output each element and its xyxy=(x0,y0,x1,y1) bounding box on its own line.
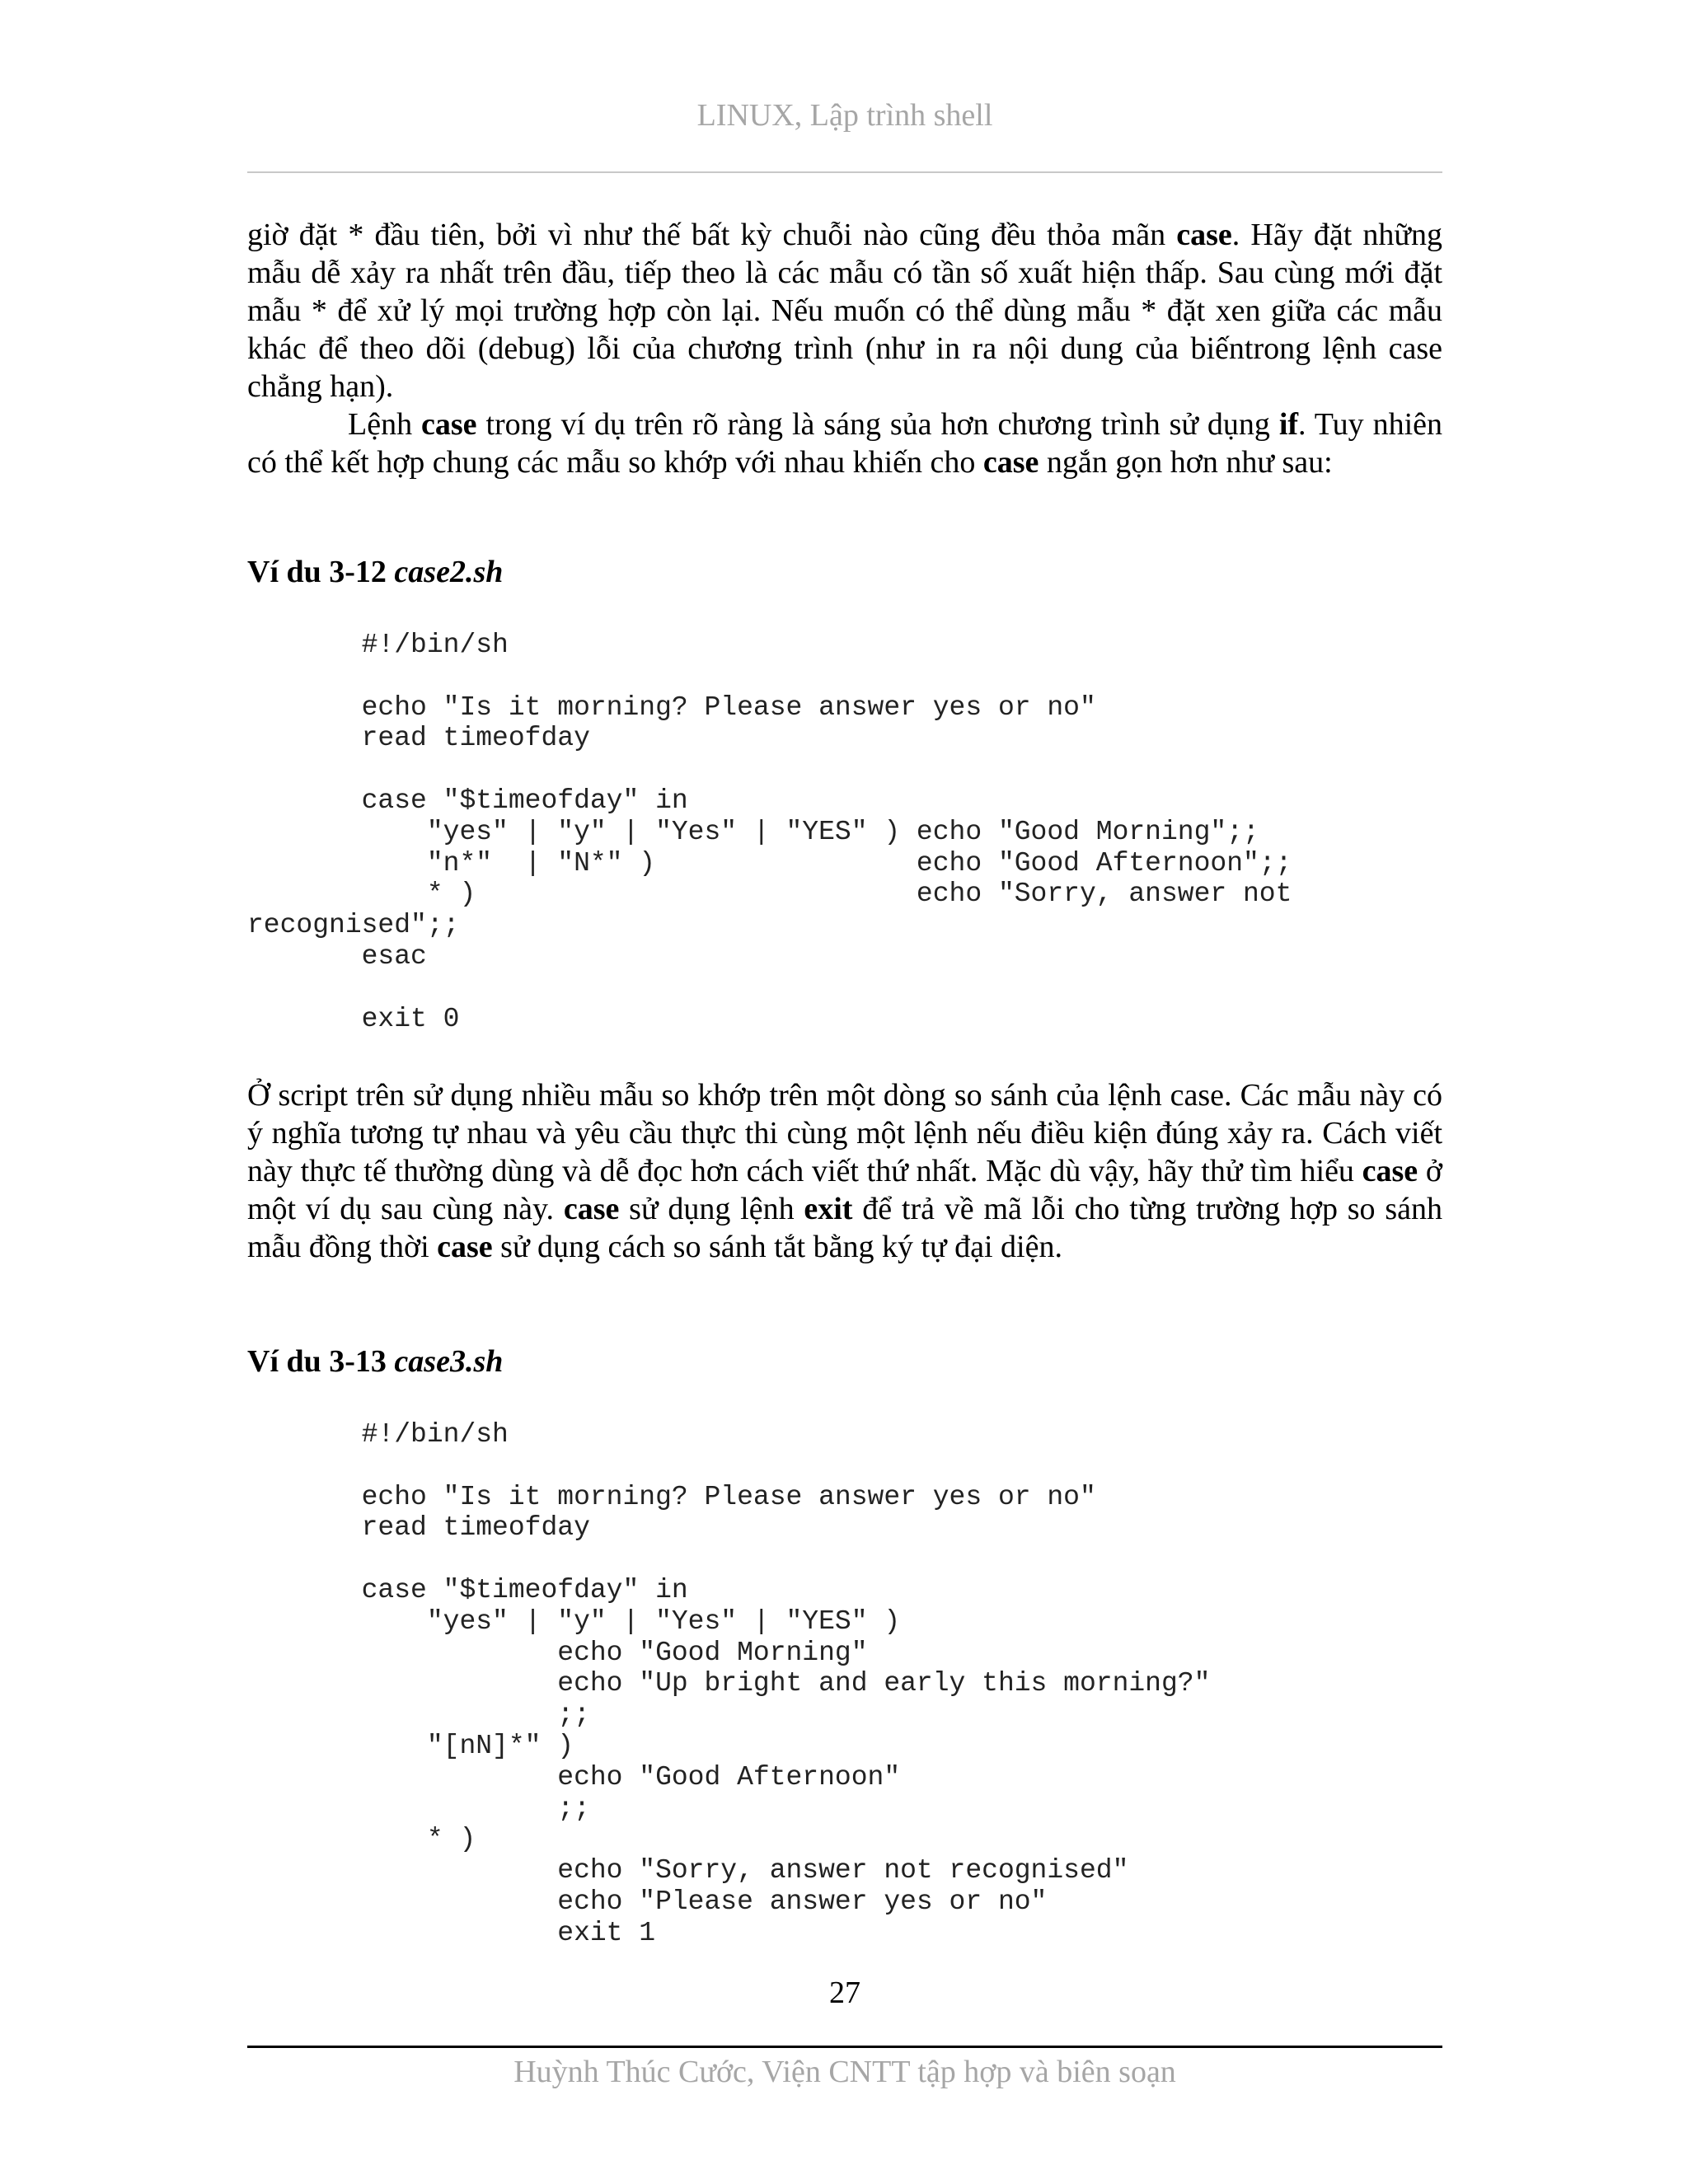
code-block-case2: #!/bin/sh echo "Is it morning? Please answer yes or no" read timeofday case "$timeofday" in "yes" | "y" | "Yes" | "YES" ) echo "Good Morning";; "n*" | "N*" ) echo "Good Afternoon";; * ) echo "Sorry, answer not recognised";; esac exit 0 xyxy=(247,630,1292,1034)
keyword-case: case xyxy=(437,1230,493,1264)
example-label: Ví du 3-12 xyxy=(247,555,387,589)
example-filename: case2.sh xyxy=(394,555,504,589)
running-footer: Huỳnh Thúc Cước, Viện CNTT tập hợp và biên soạn xyxy=(513,2055,1176,2089)
code-block-case3: #!/bin/sh echo "Is it morning? Please answer yes or no" read timeofday case "$timeofday" in "yes" | "y" | "Yes" | "YES" ) echo "Good Morning" echo "Up bright and early this morning?" ;; "[nN]*" ) echo "Good Afternoon" ;; * ) echo "Sorry, answer not recognised" echo "Please answer yes or no" exit 1 xyxy=(361,1419,1211,1948)
paragraph-3: Ở script trên sử dụng nhiều mẫu so khớp trên một dòng so sánh của lệnh case. Các mẫu này có ý nghĩa tương tự nhau và yêu cầu thực thi cùng một lệnh nếu điều kiện đúng xảy ra. Cách viết này thực tế thường dùng và dễ đọc hơn cách viết thứ nhất. Mặc dù vậy, hãy thử tìm hiểu case ở một ví dụ sau cùng này. case sử dụng lệnh exit để trả về mã lỗi cho từng trường hợp so sánh mẫu đồng thời case sử dụng cách so sánh tắt bằng ký tự đại diện. xyxy=(247,1078,1442,1264)
keyword-case: case xyxy=(1362,1154,1418,1188)
running-header: LINUX, Lập trình shell xyxy=(696,98,993,133)
example-heading-2 xyxy=(247,1343,503,1380)
example-filename: case3.sh xyxy=(394,1344,504,1379)
keyword-case: case xyxy=(421,407,477,442)
keyword-exit: exit xyxy=(804,1192,853,1226)
keyword-if: if xyxy=(1278,407,1299,442)
paragraph-1: giờ đặt * đầu tiên, bởi vì như thế bất kỳ chuỗi nào cũng đều thỏa mãn case. Hãy đặt những mẫu dễ xảy ra nhất trên đầu, tiếp theo là các mẫu có tần số xuất hiện thấp. Sau cùng mới đặt mẫu * để xử lý mọi trường hợp còn lại. Nếu muốn có thể dùng mẫu * đặt xen giữa các mẫu khác để theo dõi (debug) lỗi của chương trình (như in ra nội dung của biếntrong lệnh case chẳng hạn). xyxy=(247,218,1442,404)
page-number: 27 xyxy=(829,1975,860,2010)
keyword-case: case xyxy=(1176,218,1232,252)
footer-divider xyxy=(247,2046,1442,2048)
paragraph-2: Lệnh case trong ví dụ trên rõ ràng là sáng sủa hơn chương trình sử dụng if. Tuy nhiên có thể kết hợp chung các mẫu so khớp với nhau khiến cho case ngắn gọn hơn như sau: xyxy=(247,407,1442,480)
example-label: Ví du 3-13 xyxy=(247,1344,387,1379)
keyword-case: case xyxy=(982,445,1039,480)
example-heading-1 xyxy=(247,554,503,590)
keyword-case: case xyxy=(563,1192,620,1226)
header-divider xyxy=(247,171,1442,173)
